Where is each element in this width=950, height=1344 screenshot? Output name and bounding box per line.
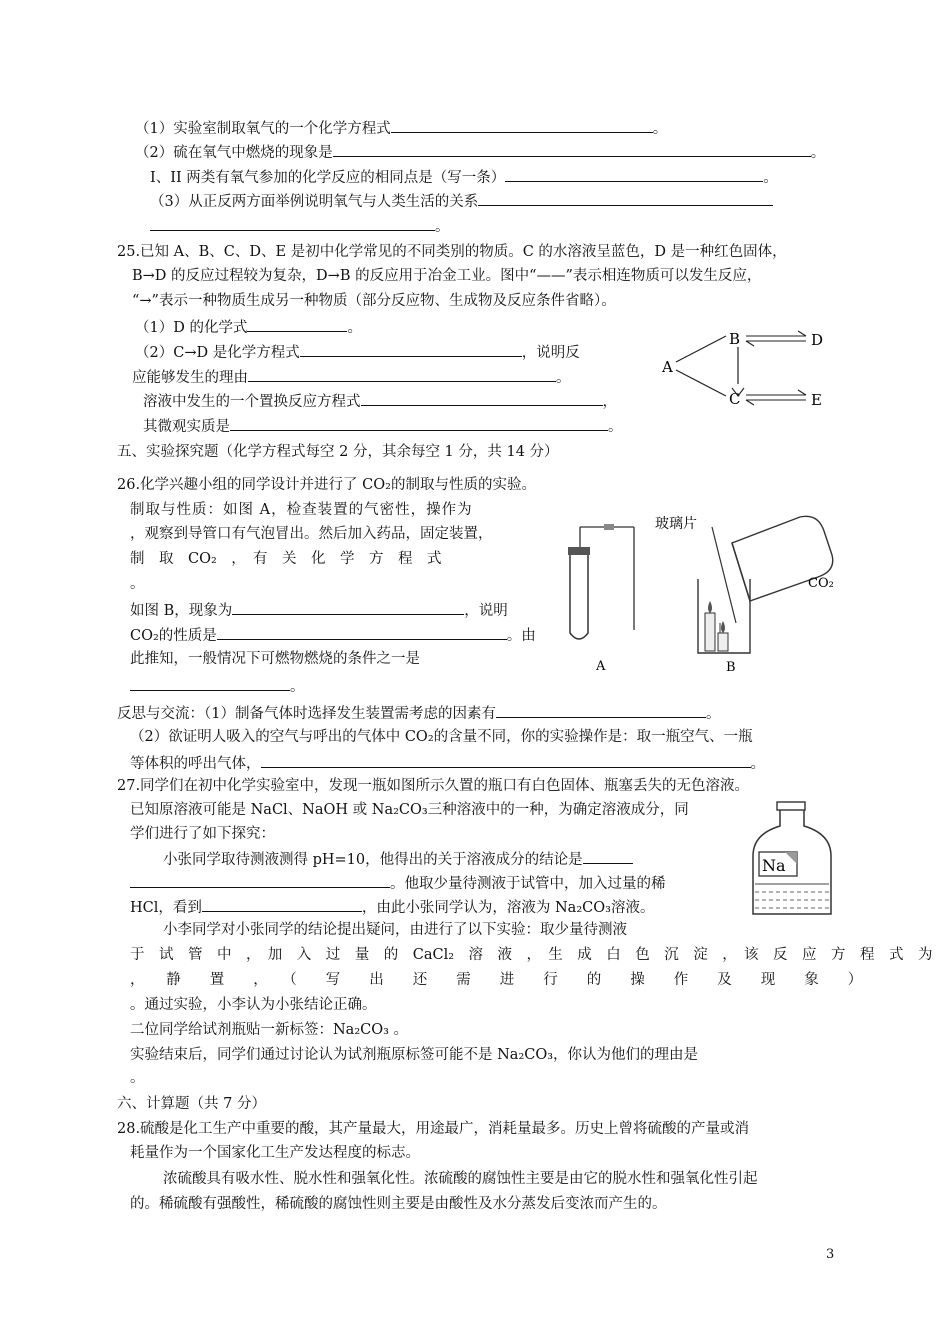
q24-part1: （1）实验室制取氧气的一个化学方程式 。 xyxy=(135,117,667,139)
q27-new-label: 二位同学给试剂瓶贴一新标签：Na₂CO₃ 。 xyxy=(130,1022,409,1038)
q27-stem-2: 已知原溶液可能是 NaCl、NaOH 或 Na₂CO₃三种溶液中的一种，为确定溶液成分，同 xyxy=(130,802,689,818)
q25-stem-1: 25.已知 A、B、C、D、E 是初中化学常见的不同类别的物质。C 的水溶液呈蓝色，D 是一种红色固体， xyxy=(117,244,787,260)
q26-line-5: 。 xyxy=(130,576,145,592)
q26-line-7: CO₂的性质是 。由 xyxy=(130,624,536,646)
co2-label: CO₂ xyxy=(808,576,834,591)
answer-blank[interactable] xyxy=(232,599,464,615)
q27-reason-end: 。 xyxy=(130,1070,145,1086)
q25-part2: （2）C→D 是化学方程式 ，说明反 xyxy=(135,341,580,363)
arrow-b-d xyxy=(746,331,806,346)
glass-plate-label: 玻璃片 xyxy=(655,516,697,532)
q27-li-1: 小李同学对小张同学的结论提出疑问，由进行了以下实验：取少量待测液 xyxy=(163,922,627,938)
q25-part1: （1）D 的化学式 。 xyxy=(135,316,362,338)
q24-part2: （2）硫在氧气中燃烧的现象是 。 xyxy=(135,141,825,163)
answer-blank[interactable] xyxy=(583,848,633,864)
reagent-bottle-figure xyxy=(745,800,840,920)
co2-apparatus-figure xyxy=(560,505,845,680)
answer-blank[interactable] xyxy=(202,896,362,912)
answer-blank[interactable] xyxy=(261,752,751,768)
answer-blank[interactable] xyxy=(150,215,435,231)
q26-line-4: 制 取 CO₂ ， 有 关 化 学 方 程 式 xyxy=(130,551,442,567)
node-e: E xyxy=(811,391,822,409)
q27-zhang-1: 小张同学取待测液测得 pH=10，他得出的关于溶液成分的结论是 xyxy=(163,848,633,870)
node-c: C xyxy=(729,390,741,408)
q27-stem-1: 27.同学们在初中化学实验室中，发现一瓶如图所示久置的瓶口有白色固体、瓶塞丢失的无色溶液。 xyxy=(117,778,750,794)
q27-li-2: 于 试 管 中 ， 加 入 过 量 的 CaCl₂ 溶 液 ， 生 成 白 色 沉 淀 ， 该 反 应 方 程 式 为 xyxy=(130,947,933,963)
page-number: 3 xyxy=(826,1247,835,1262)
q27-li-4: 。通过实验，小李认为小张结论正确。 xyxy=(130,997,377,1013)
q24-part4-cont: 。 xyxy=(150,215,450,237)
section-5-title: 五、实验探究题（化学方程式每空 2 分，其余每空 1 分，共 14 分） xyxy=(117,444,559,460)
answer-blank[interactable] xyxy=(247,316,347,332)
link-a-c xyxy=(676,370,726,396)
q26-reflection-2: （2）欲证明人吸入的空气与呼出的气体中 CO₂的含量不同，你的实验操作是：取一瓶空气、一瓶 xyxy=(130,729,753,745)
answer-blank[interactable] xyxy=(333,141,811,157)
figure-b-beaker xyxy=(698,579,750,653)
q25-part2-cont: 应能够发生的理由 。 xyxy=(132,366,571,388)
q26-line-3: ，观察到导管口有气泡冒出。然后加入药品，固定装置， xyxy=(130,526,493,542)
answer-blank[interactable] xyxy=(248,366,556,382)
section-6-title: 六、计算题（共 7 分） xyxy=(117,1096,266,1112)
node-b: B xyxy=(729,330,741,348)
answer-blank[interactable] xyxy=(130,872,390,888)
relation-diagram xyxy=(656,322,841,414)
q25-stem-2: B→D 的反应过程较为复杂，D→B 的反应用于冶金工业。图中“——”表示相连物质可以发生反应， xyxy=(132,268,762,284)
q27-reason: 实验结束后，同学们通过讨论认为试剂瓶原标签可能不是 Na₂CO₃，你认为他们的理由是 xyxy=(130,1047,699,1063)
q26-line-9: 。 xyxy=(130,675,305,697)
answer-blank[interactable] xyxy=(391,117,653,133)
node-a: A xyxy=(662,358,673,376)
q24-part4: （3）从正反两方面举例说明氧气与人类生活的关系 xyxy=(150,190,773,212)
q26-line-2: 制取与性质：如图 A，检查装置的气密性，操作为 xyxy=(130,502,473,518)
q27-zhang-2: 。他取少量待测液于试管中，加入过量的稀 xyxy=(130,872,666,894)
q27-zhang-3: HCl，看到 ，由此小张同学认为，溶液为 Na₂CO₃溶液。 xyxy=(130,896,654,918)
q28-line-2: 耗量作为一个国家化工生产发达程度的标志。 xyxy=(130,1145,420,1161)
q27-li-3: ， 静 置 ， （ 写 出 还 需 进 行 的 操 作 及 现 象 ） xyxy=(130,972,863,988)
q26-reflection-3: 等体积的呼出气体， 。 xyxy=(130,752,765,774)
q25-stem-3: “→”表示一种物质生成另一种物质（部分反应物、生成物及反应条件省略）。 xyxy=(132,293,616,309)
glass-plate-pointer xyxy=(712,527,736,623)
figure-b-label: B xyxy=(726,660,736,675)
bottle-label-text: Na xyxy=(762,856,786,875)
answer-blank[interactable] xyxy=(130,675,290,691)
link-a-b xyxy=(676,336,726,362)
q26-reflection-1: 反思与交流：（1）制备气体时选择发生装置需考虑的因素有 。 xyxy=(117,702,720,724)
answer-blank[interactable] xyxy=(505,166,763,182)
answer-blank[interactable] xyxy=(230,415,608,431)
answer-blank[interactable] xyxy=(217,624,507,640)
answer-blank[interactable] xyxy=(361,390,603,406)
q28-line-3: 浓硫酸具有吸水性、脱水性和强氧化性。浓硫酸的腐蚀性主要是由它的脱水性和强氧化性引起 xyxy=(163,1171,758,1187)
answer-blank[interactable] xyxy=(300,341,522,357)
q27-stem-3: 学们进行了如下探究： xyxy=(130,826,275,842)
q24-part3: I、II 两类有氧气参加的化学反应的相同点是（写一条） 。 xyxy=(150,166,778,188)
q25-part3-cont: 其微观实质是 。 xyxy=(143,415,623,437)
q25-part3: 溶液中发生的一个置换反应方程式 ， xyxy=(143,390,617,412)
figure-a-test-tube xyxy=(568,524,634,639)
node-d: D xyxy=(811,331,824,349)
figure-a-label: A xyxy=(596,659,606,674)
q28-line-4: 的。稀硫酸有强酸性，稀硫酸的腐蚀性则主要是由酸性及水分蒸发后变浓而产生的。 xyxy=(130,1196,667,1212)
q26-stem: 26.化学兴趣小组的同学设计并进行了 CO₂的制取与性质的实验。 xyxy=(117,477,536,493)
q26-line-8: 此推知，一般情况下可燃物燃烧的条件之一是 xyxy=(130,651,420,667)
answer-blank[interactable] xyxy=(478,190,773,206)
answer-blank[interactable] xyxy=(496,702,706,718)
arrow-c-e xyxy=(746,390,806,405)
q28-line-1: 28.硫酸是化工生产中重要的酸，其产量最大，用途最广，消耗量最多。历史上曾将硫酸的产量或消 xyxy=(117,1121,750,1137)
q26-line-6: 如图 B，现象为 ，说明 xyxy=(130,599,508,621)
